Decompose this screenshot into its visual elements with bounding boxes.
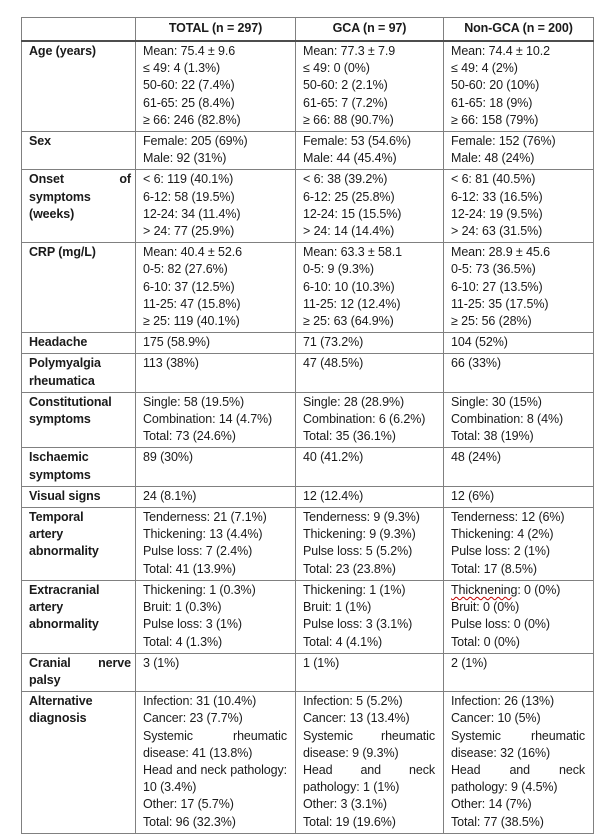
cell-line: 40 (41.2%) bbox=[303, 450, 364, 465]
column-header-gca: GCA (n = 97) bbox=[296, 18, 444, 42]
cell-line: Male: 44 (45.4%) bbox=[303, 151, 397, 166]
table-row-ischaemic-symptoms bbox=[22, 448, 594, 486]
cell-line: ≥ 25: 119 (40.1%) bbox=[143, 314, 240, 329]
cell-line: 12-24: 15 (15.5%) bbox=[303, 206, 402, 221]
data-cell-gca bbox=[296, 486, 444, 507]
cell-line: Bruit: 0 (0%) bbox=[451, 600, 520, 615]
table-row-cranial-nerve-palsy bbox=[22, 653, 594, 691]
data-cell-gca bbox=[296, 132, 444, 170]
data-cell-non-gca bbox=[444, 448, 594, 486]
corner-cell bbox=[22, 18, 136, 42]
data-cell-total bbox=[136, 653, 296, 691]
cell-line: 12 (6%) bbox=[451, 488, 495, 503]
cell-line: 12-24: 34 (11.4%) bbox=[143, 206, 241, 221]
cell-line: 61-65: 18 (9%) bbox=[451, 95, 533, 110]
cell-line: Total: 35 (36.1%) bbox=[303, 429, 396, 444]
cell-line: 12 (12.4%) bbox=[303, 488, 364, 503]
cell-line: Systemic rheumatic disease: 32 (16%) bbox=[451, 728, 585, 760]
cell-line: Tenderness: 12 (6%) bbox=[451, 510, 565, 525]
row-label-line: Sex bbox=[29, 134, 51, 149]
row-label-line: Age (years) bbox=[29, 44, 96, 58]
cell-line: Total: 96 (32.3%) bbox=[143, 814, 236, 829]
table-row-age-years bbox=[22, 41, 594, 132]
cell-line: 66 (33%) bbox=[451, 356, 501, 371]
data-cell-non-gca bbox=[444, 170, 594, 243]
cell-line: 11-25: 35 (17.5%) bbox=[451, 296, 549, 311]
row-label-line: diagnosis bbox=[29, 711, 87, 726]
cell-line: 11-25: 12 (12.4%) bbox=[303, 296, 401, 311]
row-label-line: rheumatica bbox=[29, 373, 95, 388]
cell-line: Other: 17 (5.7%) bbox=[143, 797, 234, 812]
cell-line: Tenderness: 9 (9.3%) bbox=[303, 510, 420, 525]
cell-line: 89 (30%) bbox=[143, 450, 193, 465]
cell-line: Combination: 14 (4.7%) bbox=[143, 412, 273, 427]
cell-line: Thickening: 13 (4.4%) bbox=[143, 527, 263, 542]
cell-line: Single: 58 (19.5%) bbox=[143, 394, 245, 409]
cell-line: 24 (8.1%) bbox=[143, 488, 197, 503]
characteristics-table bbox=[21, 17, 594, 834]
cell-line: Infection: 26 (13%) bbox=[451, 694, 555, 709]
cell-line: Cancer: 23 (7.7%) bbox=[143, 711, 243, 726]
cell-line: Thickening: 4 (2%) bbox=[451, 527, 554, 542]
row-label-line: Ischaemic bbox=[29, 450, 89, 465]
cell-line: Total: 4 (4.1%) bbox=[303, 634, 383, 649]
cell-line: ≥ 25: 56 (28%) bbox=[451, 314, 532, 329]
data-cell-gca bbox=[296, 692, 444, 834]
cell-line: 104 (52%) bbox=[451, 335, 508, 350]
table-row-polymyalgia-rheumatica bbox=[22, 354, 594, 392]
cell-line: 0-5: 82 (27.6%) bbox=[143, 262, 228, 277]
row-label-line: artery bbox=[29, 600, 64, 615]
data-cell-gca bbox=[296, 41, 444, 132]
cell-line: ≤ 49: 4 (1.3%) bbox=[143, 61, 221, 76]
cell-line: Combination: 6 (6.2%) bbox=[303, 412, 426, 427]
cell-line: Mean: 74.4 ± 10.2 bbox=[451, 44, 550, 58]
row-label-line: CRP (mg/L) bbox=[29, 245, 96, 260]
cell-line: 48 (24%) bbox=[451, 450, 501, 465]
cell-line: 50-60: 22 (7.4%) bbox=[143, 78, 235, 93]
cell-line: Total: 0 (0%) bbox=[451, 634, 520, 649]
row-label-constitutional-symptoms bbox=[22, 392, 136, 448]
cell-line: Thickening: 1 (0.3%) bbox=[143, 582, 256, 597]
table-row-sex bbox=[22, 132, 594, 170]
row-label-line: Alternative bbox=[29, 694, 93, 709]
cell-line: Total: 17 (8.5%) bbox=[451, 561, 537, 576]
cell-line: Mean: 77.3 ± 7.9 bbox=[303, 44, 396, 58]
table-row-temporal-artery-abnormality bbox=[22, 508, 594, 581]
cell-line: Systemic rheumatic disease: 9 (9.3%) bbox=[303, 728, 435, 760]
cell-line: Bruit: 1 (1%) bbox=[303, 600, 372, 615]
cell-line: Thicknening: 0 (0%) bbox=[451, 582, 561, 597]
cell-line: Head and neck pathology: 10 (3.4%) bbox=[143, 762, 287, 795]
cell-line: Total: 4 (1.3%) bbox=[143, 634, 223, 649]
cell-line: 61-65: 7 (7.2%) bbox=[303, 95, 388, 110]
cell-line: Tenderness: 21 (7.1%) bbox=[143, 510, 267, 525]
data-cell-gca bbox=[296, 333, 444, 354]
cell-line: > 24: 63 (31.5%) bbox=[451, 224, 543, 239]
cell-line: < 6: 38 (39.2%) bbox=[303, 172, 388, 187]
row-label-line: palsy bbox=[29, 672, 61, 687]
cell-line: Single: 30 (15%) bbox=[451, 394, 542, 409]
cell-line: ≤ 49: 4 (2%) bbox=[451, 61, 518, 76]
row-label-line: Visual signs bbox=[29, 488, 101, 503]
cell-line: 12-24: 19 (9.5%) bbox=[451, 206, 543, 221]
cell-line: 0-5: 73 (36.5%) bbox=[451, 262, 536, 277]
column-header-non-gca: Non-GCA (n = 200) bbox=[444, 18, 594, 42]
cell-line: Other: 3 (3.1%) bbox=[303, 797, 387, 812]
cell-line: ≥ 25: 63 (64.9%) bbox=[303, 314, 394, 329]
table-row-crp-mg-l bbox=[22, 243, 594, 333]
data-cell-non-gca bbox=[444, 486, 594, 507]
row-label-line: symptoms bbox=[29, 189, 91, 204]
row-label-line: Extracranial bbox=[29, 582, 100, 597]
data-cell-total bbox=[136, 692, 296, 834]
cell-line: Male: 48 (24%) bbox=[451, 151, 535, 166]
data-cell-total bbox=[136, 132, 296, 170]
data-cell-total bbox=[136, 243, 296, 333]
cell-line: Pulse loss: 5 (5.2%) bbox=[303, 544, 413, 559]
cell-line: 175 (58.9%) bbox=[143, 335, 210, 350]
row-label-alternative-diagnosis bbox=[22, 692, 136, 834]
table-row-alternative-diagnosis bbox=[22, 692, 594, 834]
row-label-line: Cranial nerve bbox=[29, 655, 131, 670]
row-label-line: Headache bbox=[29, 335, 88, 350]
cell-line: 113 (38%) bbox=[143, 356, 199, 371]
data-cell-total bbox=[136, 486, 296, 507]
cell-line: ≤ 49: 0 (0%) bbox=[303, 61, 370, 76]
data-cell-total bbox=[136, 41, 296, 132]
table-row-headache bbox=[22, 333, 594, 354]
row-label-headache bbox=[22, 333, 136, 354]
cell-line: Head and neck pathology: 1 (1%) bbox=[303, 762, 435, 795]
row-label-sex bbox=[22, 132, 136, 170]
cell-line: Female: 152 (76%) bbox=[451, 134, 556, 149]
cell-line: Other: 14 (7%) bbox=[451, 797, 532, 812]
data-cell-gca bbox=[296, 170, 444, 243]
data-cell-gca bbox=[296, 392, 444, 448]
data-cell-gca bbox=[296, 508, 444, 581]
row-label-line: (weeks) bbox=[29, 206, 75, 221]
data-cell-gca bbox=[296, 448, 444, 486]
data-cell-total bbox=[136, 392, 296, 448]
cell-line: Pulse loss: 7 (2.4%) bbox=[143, 544, 253, 559]
cell-line: 6-10: 10 (10.3%) bbox=[303, 279, 395, 294]
cell-line: Mean: 28.9 ± 45.6 bbox=[451, 245, 550, 260]
column-header-total: TOTAL (n = 297) bbox=[136, 18, 296, 42]
cell-line: 0-5: 9 (9.3%) bbox=[303, 262, 374, 277]
row-label-crp-mg-l bbox=[22, 243, 136, 333]
cell-line: Infection: 31 (10.4%) bbox=[143, 694, 257, 709]
cell-line: Bruit: 1 (0.3%) bbox=[143, 600, 222, 615]
cell-line: 71 (73.2%) bbox=[303, 335, 364, 350]
table-row-constitutional-symptoms bbox=[22, 392, 594, 448]
row-label-line: abnormality bbox=[29, 544, 99, 559]
cell-line: 50-60: 20 (10%) bbox=[451, 78, 540, 93]
row-label-temporal-artery-abnormality bbox=[22, 508, 136, 581]
cell-line: Total: 77 (38.5%) bbox=[451, 814, 544, 829]
data-cell-non-gca bbox=[444, 692, 594, 834]
cell-line: Total: 19 (19.6%) bbox=[303, 814, 396, 829]
data-cell-gca bbox=[296, 243, 444, 333]
cell-line: 3 (1%) bbox=[143, 655, 180, 670]
cell-line: 6-10: 27 (13.5%) bbox=[451, 279, 543, 294]
cell-line: Thickening: 1 (1%) bbox=[303, 582, 406, 597]
cell-line: Mean: 63.3 ± 58.1 bbox=[303, 245, 402, 260]
cell-line: Total: 41 (13.9%) bbox=[143, 561, 236, 576]
header-row bbox=[22, 18, 594, 42]
misspelled-word: Thicknening bbox=[451, 582, 518, 597]
cell-line: Male: 92 (31%) bbox=[143, 151, 227, 166]
cell-line: 47 (48.5%) bbox=[303, 356, 364, 371]
cell-line: Cancer: 10 (5%) bbox=[451, 711, 541, 726]
cell-line: Cancer: 13 (13.4%) bbox=[303, 711, 410, 726]
data-cell-total bbox=[136, 333, 296, 354]
data-cell-gca bbox=[296, 354, 444, 392]
row-label-ischaemic-symptoms bbox=[22, 448, 136, 486]
cell-line: ≥ 66: 246 (82.8%) bbox=[143, 112, 241, 127]
data-cell-non-gca bbox=[444, 41, 594, 132]
row-label-line: symptoms bbox=[29, 467, 91, 482]
cell-line: Total: 73 (24.6%) bbox=[143, 429, 236, 444]
data-cell-total bbox=[136, 508, 296, 581]
cell-line: Combination: 8 (4%) bbox=[451, 412, 564, 427]
data-cell-non-gca bbox=[444, 333, 594, 354]
cell-line: > 24: 77 (25.9%) bbox=[143, 224, 235, 239]
data-cell-non-gca bbox=[444, 508, 594, 581]
cell-line: Pulse loss: 3 (3.1%) bbox=[303, 617, 413, 632]
cell-line: Female: 205 (69%) bbox=[143, 134, 248, 149]
cell-line: Mean: 40.4 ± 52.6 bbox=[143, 245, 242, 260]
row-label-visual-signs bbox=[22, 486, 136, 507]
row-label-extracranial-artery-abnormality bbox=[22, 580, 136, 653]
cell-line: 6-10: 37 (12.5%) bbox=[143, 279, 235, 294]
data-cell-total bbox=[136, 354, 296, 392]
cell-line: 2 (1%) bbox=[451, 655, 488, 670]
data-cell-non-gca bbox=[444, 354, 594, 392]
row-label-line: symptoms bbox=[29, 412, 91, 427]
row-label-age-years bbox=[22, 41, 136, 132]
row-label-polymyalgia-rheumatica bbox=[22, 354, 136, 392]
data-cell-total bbox=[136, 448, 296, 486]
cell-line: 6-12: 25 (25.8%) bbox=[303, 189, 395, 204]
table-row-onset-of-symptoms-weeks bbox=[22, 170, 594, 243]
cell-line: Pulse loss: 3 (1%) bbox=[143, 617, 242, 632]
cell-line: > 24: 14 (14.4%) bbox=[303, 224, 395, 239]
data-cell-total bbox=[136, 580, 296, 653]
row-label-line: Constitutional bbox=[29, 394, 112, 409]
data-cell-non-gca bbox=[444, 653, 594, 691]
data-cell-non-gca bbox=[444, 132, 594, 170]
cell-line: Single: 28 (28.9%) bbox=[303, 394, 405, 409]
cell-line: Infection: 5 (5.2%) bbox=[303, 694, 403, 709]
cell-line: Female: 53 (54.6%) bbox=[303, 134, 411, 149]
table-row-extracranial-artery-abnormality bbox=[22, 580, 594, 653]
row-label-line: Polymyalgia bbox=[29, 356, 101, 371]
data-cell-non-gca bbox=[444, 243, 594, 333]
cell-line: Total: 38 (19%) bbox=[451, 429, 534, 444]
cell-line: Head and neck pathology: 9 (4.5%) bbox=[451, 762, 585, 795]
cell-line: ≥ 66: 88 (90.7%) bbox=[303, 112, 394, 127]
data-cell-non-gca bbox=[444, 392, 594, 448]
cell-line: 6-12: 58 (19.5%) bbox=[143, 189, 235, 204]
row-label-line: artery bbox=[29, 527, 64, 542]
cell-line: Total: 23 (23.8%) bbox=[303, 561, 396, 576]
cell-line: 1 (1%) bbox=[303, 655, 340, 670]
data-cell-gca bbox=[296, 580, 444, 653]
table-row-visual-signs bbox=[22, 486, 594, 507]
cell-line: Mean: 75.4 ± 9.6 bbox=[143, 44, 236, 58]
data-cell-gca bbox=[296, 653, 444, 691]
table-header bbox=[22, 18, 594, 42]
row-label-onset-of-symptoms-weeks bbox=[22, 170, 136, 243]
row-label-line: abnormality bbox=[29, 617, 99, 632]
cell-line: ≥ 66: 158 (79%) bbox=[451, 112, 539, 127]
cell-line: 11-25: 47 (15.8%) bbox=[143, 296, 241, 311]
row-label-line: Temporal bbox=[29, 510, 84, 525]
cell-line: 50-60: 2 (2.1%) bbox=[303, 78, 388, 93]
cell-line: < 6: 119 (40.1%) bbox=[143, 172, 234, 187]
row-label-line: Onset of bbox=[29, 172, 131, 187]
cell-line: Systemic rheumatic disease: 41 (13.8%) bbox=[143, 728, 287, 760]
data-cell-total bbox=[136, 170, 296, 243]
cell-line: Pulse loss: 2 (1%) bbox=[451, 544, 550, 559]
cell-line: < 6: 81 (40.5%) bbox=[451, 172, 536, 187]
cell-line: Thickening: 9 (9.3%) bbox=[303, 527, 416, 542]
cell-line: 6-12: 33 (16.5%) bbox=[451, 189, 543, 204]
row-label-cranial-nerve-palsy bbox=[22, 653, 136, 691]
table-body bbox=[22, 41, 594, 833]
cell-line: 61-65: 25 (8.4%) bbox=[143, 95, 235, 110]
cell-line: Pulse loss: 0 (0%) bbox=[451, 617, 550, 632]
data-cell-non-gca bbox=[444, 580, 594, 653]
